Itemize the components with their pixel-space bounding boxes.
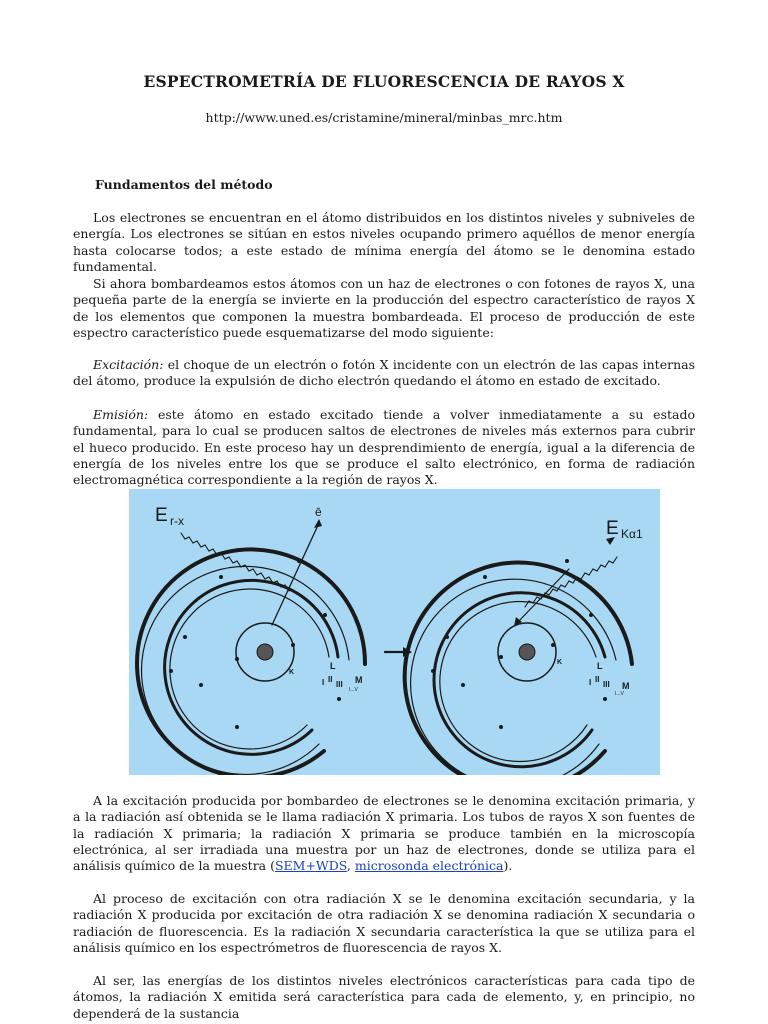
left-shell-m-label: M	[355, 675, 363, 685]
link-microsonda[interactable]: microsonda electrónica	[354, 858, 504, 874]
ejected-electron-arrowhead	[314, 519, 322, 528]
left-shell-mv-label: I...V	[349, 687, 358, 693]
right-energy-label: E	[606, 518, 619, 539]
left-shell-iii-label: III	[336, 680, 343, 689]
right-energy-subscript: Kα1	[621, 527, 643, 541]
right-shell-l-label: L	[597, 661, 603, 671]
paragraph-intro: Los electrones se encuentran en el átomo distribuidos en los distintos niveles y subniveles de energía. Los electrones se sitúan en estos niveles ocupando primero aquéllos de menor energía hasta colocarse todos; a este estado de mínima energía del átomo se le denomina estado fundamental.	[73, 210, 695, 274]
right-shell-iii-label: III	[603, 680, 610, 689]
right-shell-ii-label: II	[595, 675, 600, 684]
paragraph-excitation	[73, 357, 695, 390]
right-shell-l2	[440, 602, 596, 762]
left-nucleus	[257, 644, 273, 660]
emission-text: este átomo en estado excitado tiende a volver inmediatamente a su estado fundamental, para lo cual se producen saltos de electrones de niveles más externos para cubrir el hueco producido. En este proceso hay un desprendimiento de energía, igual a la diferencia de energía de los niveles entre los que se produce el salto electrónico, en forma de radiación electromagnética correspondiente a la región de rayos X.	[73, 407, 695, 488]
right-atom	[405, 537, 632, 775]
right-shell-k-label: K	[557, 659, 563, 666]
left-shell-i-label: I	[322, 678, 325, 687]
left-shell-l-label: L	[330, 661, 336, 671]
paragraph-secondary-excitation: Al proceso de excitación con otra radiación X se le denomina excitación secundaria, y la radiación X producida por excitación de otra radiación X se denomina radiación X secundaria o radiación de fluorescencia. Es la radiación X secundaria característica la que se utiliza para el análisis químico en los espectrómetros de fluorescencia de rayos X.	[73, 891, 695, 955]
document-title: ESPECTROMETRÍA DE FLUORESCENCIA DE RAYOS X	[143, 72, 625, 91]
left-shell-l2	[170, 589, 329, 749]
paragraph-bombardment: Si ahora bombardeamos estos átomos con un haz de electrones o con fotones de rayos X, una pequeña parte de la energía se invierte en la producción del espectro característico de rayos X de los elementos que componen la muestra bombardeada. El proceso de producción de este espectro característico puede esquematizarse del modo siguiente:	[73, 276, 695, 340]
link-separator: ,	[346, 858, 355, 874]
primary-excitation-end: ).	[503, 858, 513, 874]
left-energy-label: E	[155, 505, 168, 526]
left-shell-ii-label: II	[328, 675, 333, 684]
primary-excitation-text: A la excitación producida por bombardeo de electrones se le denomina excitación primaria, y a la radiación así obtenida se le llama radiación X primaria. Los tubos de rayos X son fuentes de la radiación X primaria; la radiación X primaria se produce también en la microscopía electrónica, al ser irradiada una muestra por un haz de electrones, donde se utiliza para el análisis químico de la muestra (	[73, 793, 695, 874]
excitation-text: el choque de un electrón o fotón X incidente con un electrón de las capas internas del átomo, produce la expulsión de dicho electrón quedando el átomo en estado de excitado.	[73, 357, 695, 389]
link-sem-wds[interactable]: SEM+WDS	[274, 858, 347, 874]
right-shell-mv-label: I...V	[615, 691, 624, 697]
left-shell-k-label: K	[289, 669, 295, 676]
section-heading: Fundamentos del método	[95, 177, 273, 192]
right-nucleus	[519, 644, 535, 660]
paragraph-primary-excitation	[73, 793, 695, 874]
source-url: http://www.uned.es/cristamine/mineral/minbas_mrc.htm	[205, 110, 563, 125]
paragraph-characteristic: Al ser, las energías de los distintos niveles electrónicos características para cada tipo de átomos, la radiación X emitida será característica para cada de elemento, y, en principio, no dependerá de la sustancia	[73, 973, 695, 1021]
term-emission: Emisión:	[93, 407, 149, 422]
atom-diagram-figure	[129, 489, 660, 775]
left-atom	[137, 519, 365, 775]
atom-diagram-svg	[129, 489, 660, 775]
left-energy-subscript: r-x	[170, 514, 184, 528]
right-shell-i-label: I	[589, 678, 592, 687]
term-excitation: Excitación:	[93, 357, 164, 372]
right-shell-m-label: M	[622, 681, 630, 691]
ejected-electron-path	[272, 523, 319, 625]
paragraph-emission	[73, 407, 695, 488]
electron-label: ē	[315, 505, 322, 519]
left-shell-l3	[165, 580, 338, 754]
